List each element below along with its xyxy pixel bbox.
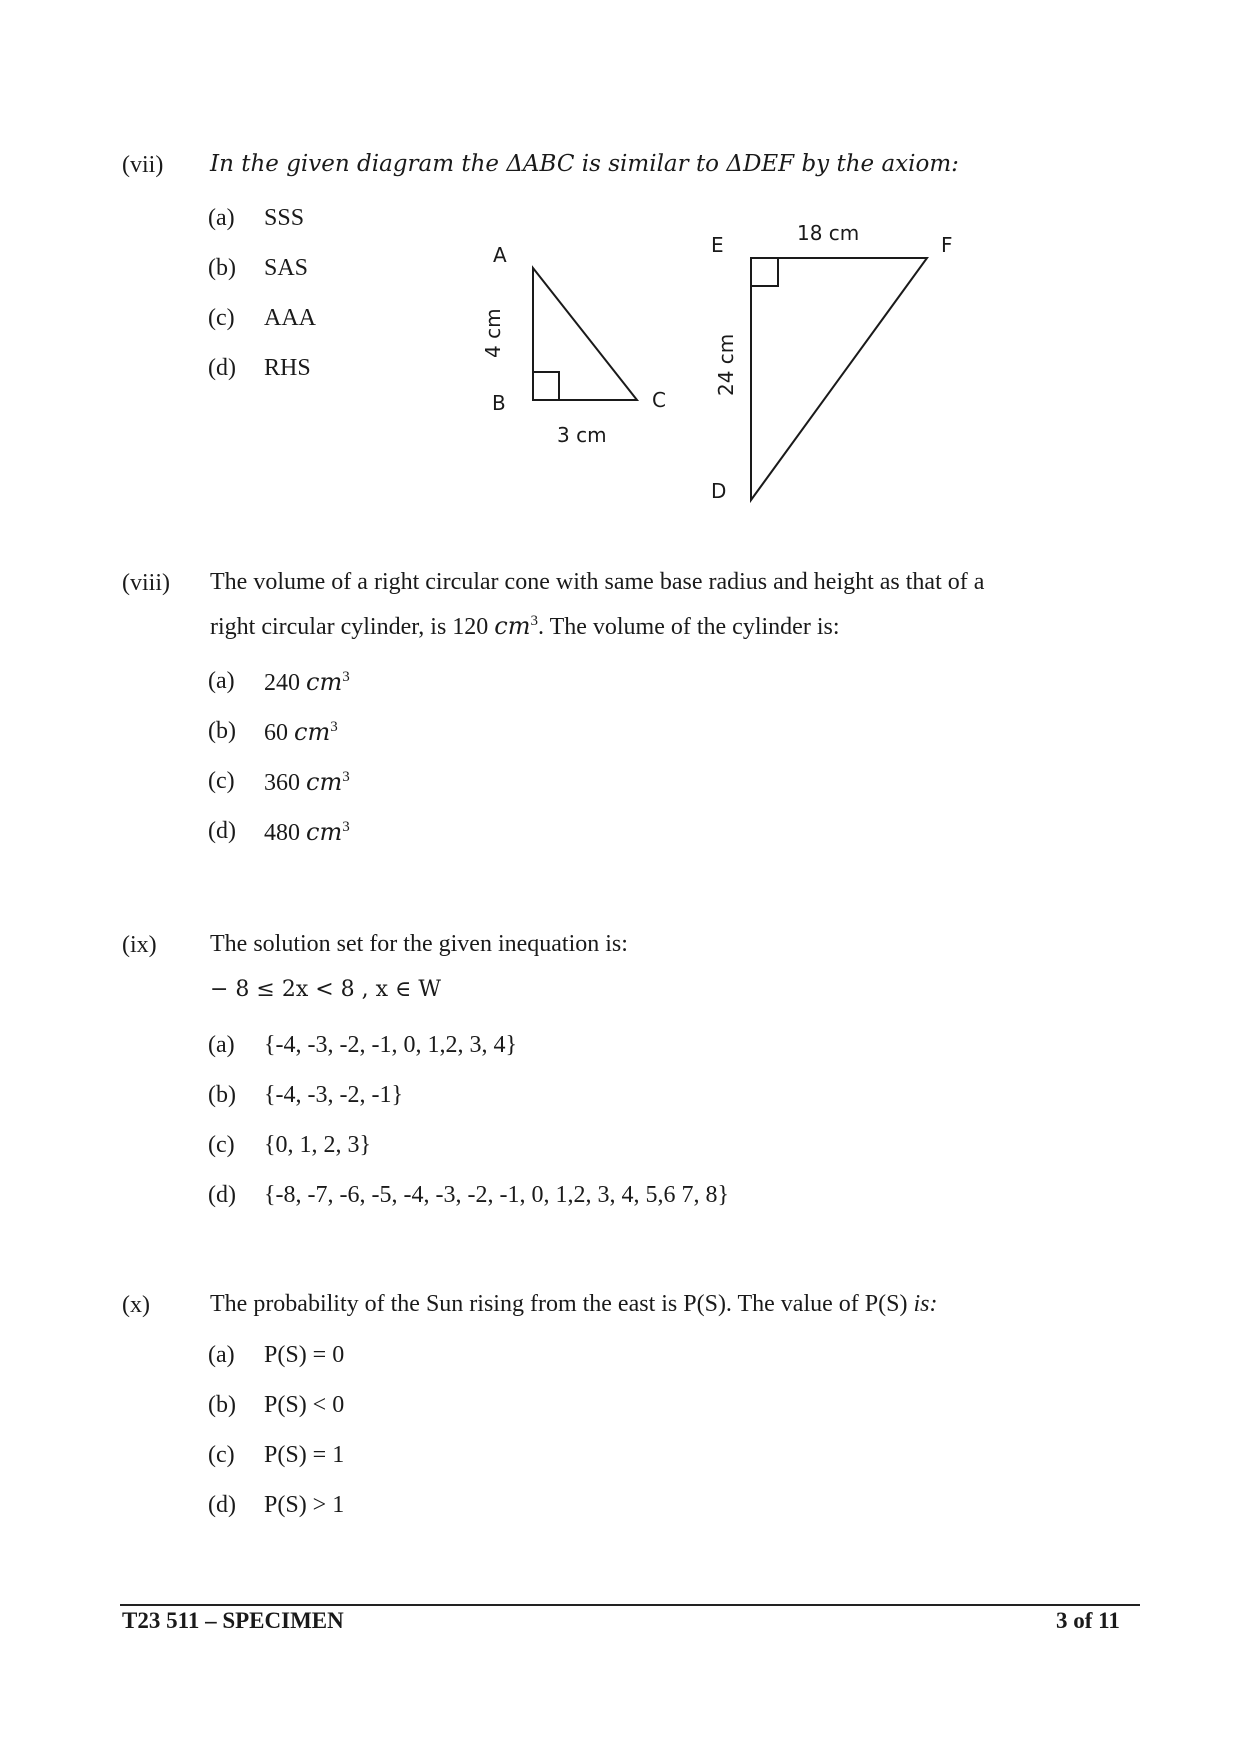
question-line-1: The volume of a right circular cone with same base radius and height as that of a bbox=[210, 569, 985, 595]
triangle-abc bbox=[533, 268, 637, 400]
exponent: 3 bbox=[330, 719, 338, 735]
line-2-tail: . The volume of the cylinder is: bbox=[538, 614, 840, 640]
option-letter: (d) bbox=[208, 818, 236, 844]
option-letter: (b) bbox=[208, 1082, 236, 1108]
option-value: 480 bbox=[264, 820, 300, 846]
triangle-def bbox=[751, 258, 927, 500]
option-letter: (c) bbox=[208, 1442, 235, 1468]
option-unit: cm bbox=[306, 668, 343, 696]
vertex-a-label: A bbox=[493, 243, 507, 267]
option-text: AAA bbox=[264, 305, 316, 331]
option-text: RHS bbox=[264, 355, 311, 381]
option-value: 60 bbox=[264, 720, 288, 746]
exponent: 3 bbox=[342, 769, 350, 785]
vertex-e-label: E bbox=[711, 233, 724, 257]
question-number: (vii) bbox=[122, 152, 164, 178]
option-letter: (d) bbox=[208, 355, 236, 381]
option-text: {0, 1, 2, 3} bbox=[264, 1132, 372, 1158]
footer-divider bbox=[120, 1604, 1140, 1606]
question-number: (ix) bbox=[122, 932, 157, 958]
question-number: (viii) bbox=[122, 570, 170, 596]
side-ef-length: 18 cm bbox=[797, 221, 860, 245]
option-letter: (b) bbox=[208, 718, 236, 744]
question-tail: is: bbox=[913, 1291, 938, 1317]
exponent: 3 bbox=[530, 613, 538, 629]
line-2-text: right circular cylinder, is 120 bbox=[210, 614, 495, 640]
question-text: In the given diagram the ΔABC is similar to ΔDEF by the axiom: bbox=[210, 151, 959, 177]
question-number: (x) bbox=[122, 1292, 150, 1318]
option-text bbox=[264, 668, 350, 697]
option-letter: (b) bbox=[208, 255, 236, 281]
option-letter: (c) bbox=[208, 1132, 235, 1158]
option-text: P(S) > 1 bbox=[264, 1492, 345, 1518]
question-line-2 bbox=[210, 604, 840, 649]
option-text: SAS bbox=[264, 255, 309, 281]
side-ab-length: 4 cm bbox=[481, 308, 505, 358]
option-text: P(S) < 0 bbox=[264, 1392, 345, 1418]
option-value: 240 bbox=[264, 670, 300, 696]
right-angle-mark-e bbox=[751, 258, 778, 286]
right-angle-mark-b bbox=[533, 372, 559, 400]
option-letter: (b) bbox=[208, 1392, 236, 1418]
option-text bbox=[264, 818, 350, 847]
option-text: {-4, -3, -2, -1} bbox=[264, 1082, 404, 1108]
question-text bbox=[210, 1282, 937, 1326]
inequation: − 8 ≤ 2x < 8 , x ∈ W bbox=[210, 977, 441, 1002]
question-main: The probability of the Sun rising from the east is P(S). The value of P(S) bbox=[210, 1291, 914, 1317]
option-unit: cm bbox=[306, 818, 343, 846]
option-letter: (c) bbox=[208, 305, 235, 331]
side-bc-length: 3 cm bbox=[557, 423, 607, 447]
vertex-d-label: D bbox=[711, 479, 727, 503]
paper-code: T23 511 – SPECIMEN bbox=[122, 1608, 344, 1633]
option-letter: (a) bbox=[208, 1342, 235, 1368]
option-text bbox=[264, 768, 350, 797]
vertex-f-label: F bbox=[941, 233, 953, 257]
option-value: 360 bbox=[264, 770, 300, 796]
option-letter: (d) bbox=[208, 1492, 236, 1518]
option-unit: cm bbox=[306, 768, 343, 796]
similar-triangles-diagram bbox=[0, 0, 1241, 520]
option-letter: (a) bbox=[208, 668, 235, 694]
question-text: The solution set for the given inequation is: bbox=[210, 931, 628, 957]
exponent: 3 bbox=[342, 669, 350, 685]
vertex-b-label: B bbox=[492, 391, 506, 415]
side-de-length: 24 cm bbox=[714, 333, 738, 396]
option-text: P(S) = 0 bbox=[264, 1342, 345, 1368]
option-letter: (d) bbox=[208, 1182, 236, 1208]
option-letter: (c) bbox=[208, 768, 235, 794]
option-text: P(S) = 1 bbox=[264, 1442, 345, 1468]
option-text: SSS bbox=[264, 205, 305, 231]
option-text: {-8, -7, -6, -5, -4, -3, -2, -1, 0, 1,2, 3, 4, 5,6 7, 8} bbox=[264, 1182, 729, 1208]
line-2-unit: cm bbox=[494, 612, 531, 640]
page-number: 3 of 11 bbox=[1056, 1608, 1120, 1633]
vertex-c-label: C bbox=[652, 388, 666, 412]
option-text bbox=[264, 718, 338, 747]
option-letter: (a) bbox=[208, 1032, 235, 1058]
option-letter: (a) bbox=[208, 205, 235, 231]
option-text: {-4, -3, -2, -1, 0, 1,2, 3, 4} bbox=[264, 1032, 518, 1058]
option-unit: cm bbox=[294, 718, 331, 746]
exponent: 3 bbox=[342, 819, 350, 835]
